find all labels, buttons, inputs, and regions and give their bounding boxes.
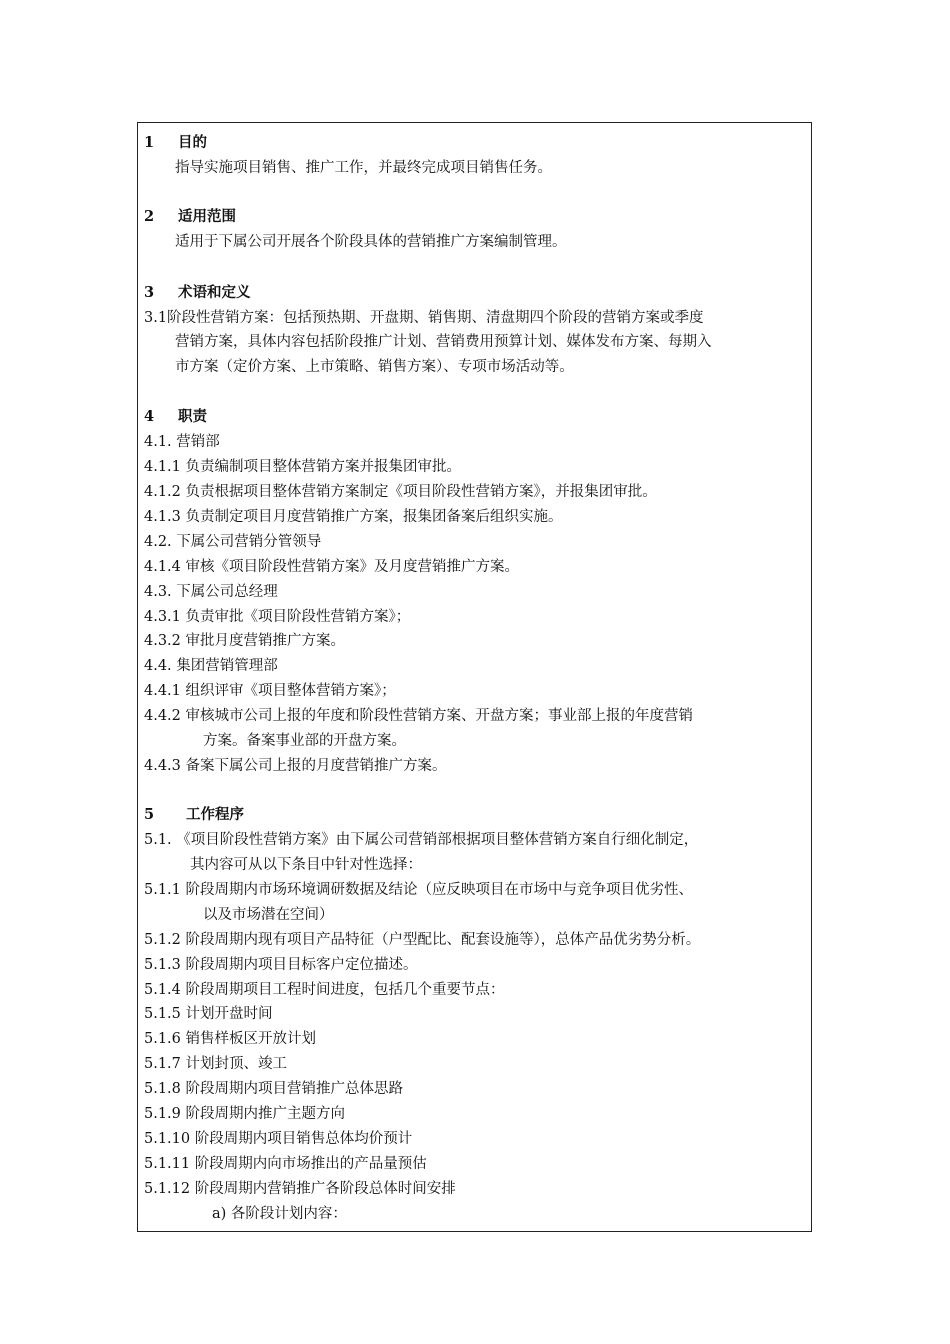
item-4-4: 4.4. 集团营销管理部 [144, 658, 278, 674]
section-number: 5 [144, 806, 155, 823]
item-3-1-cont: 市方案（定价方案、上市策略、销售方案）、专项市场活动等。 [175, 359, 574, 375]
item-5-1-8: 5.1.8 阶段周期内项目营销推广总体思路 [144, 1081, 404, 1097]
item-5-1-1: 5.1.1 阶段周期内市场环境调研数据及结论（应反映项目在市场中与竞争项目优劣性、 [144, 882, 694, 898]
item-5-1-6: 5.1.6 销售样板区开放计划 [144, 1031, 317, 1047]
item-5-1-2: 5.1.2 阶段周期内现有项目产品特征（户型配比、配套设施等），总体产品优劣势分析。 [144, 932, 701, 948]
item-4-1-4: 4.1.4 审核《项目阶段性营销方案》及月度营销推广方案。 [144, 559, 520, 575]
item-4-4-3: 4.4.3 备案下属公司上报的月度营销推广方案。 [144, 758, 447, 774]
section-2-heading [144, 207, 236, 227]
section-title: 适用范围 [178, 208, 236, 225]
item-4-3-2: 4.3.2 审批月度营销推广方案。 [144, 633, 346, 649]
item-5-1-9: 5.1.9 阶段周期内推广主题方向 [144, 1106, 346, 1122]
section-number: 4 [144, 408, 155, 425]
item-4-4-2-cont: 方案。备案事业部的开盘方案。 [203, 733, 406, 749]
item-5-1-5: 5.1.5 计划开盘时间 [144, 1006, 273, 1022]
item-4-4-2: 4.4.2 审核城市公司上报的年度和阶段性营销方案、开盘方案；事业部上报的年度营销 [144, 708, 694, 724]
section-title: 职责 [178, 408, 207, 425]
section-4-heading [144, 407, 207, 427]
section-3-heading [144, 283, 251, 303]
item-4-4-1: 4.4.1 组织评审《项目整体营销方案》； [144, 683, 396, 699]
section-number: 1 [144, 134, 155, 151]
section-title: 目的 [178, 134, 207, 151]
item-5-1-7: 5.1.7 计划封顶、竣工 [144, 1056, 288, 1072]
item-5-1-4: 5.1.4 阶段周期项目工程时间进度，包括几个重要节点： [144, 982, 505, 998]
item-4-1-1: 4.1.1 负责编制项目整体营销方案并报集团审批。 [144, 459, 462, 475]
sub-item-a: a) 各阶段计划内容： [212, 1206, 347, 1222]
item-5-1-cont: 其内容可从以下条目中针对性选择： [190, 857, 422, 873]
item-4-3-1: 4.3.1 负责审批《项目阶段性营销方案》； [144, 609, 411, 625]
section-2-body: 适用于下属公司开展各个阶段具体的营销推广方案编制管理。 [175, 234, 567, 250]
section-title: 术语和定义 [178, 284, 251, 301]
section-1-heading [144, 133, 207, 153]
item-4-1-3: 4.1.3 负责制定项目月度营销推广方案，报集团备案后组织实施。 [144, 509, 563, 525]
section-1-body: 指导实施项目销售、推广工作，并最终完成项目销售任务。 [175, 160, 552, 176]
item-5-1-12: 5.1.12 阶段周期内营销推广各阶段总体时间安排 [144, 1181, 456, 1197]
section-number: 2 [144, 208, 155, 225]
section-title: 工作程序 [186, 806, 244, 823]
item-3-1-cont: 营销方案，具体内容包括阶段推广计划、营销费用预算计划、媒体发布方案、每期入 [175, 334, 712, 350]
item-3-1: 3.1阶段性营销方案：包括预热期、开盘期、销售期、清盘期四个阶段的营销方案或季度 [144, 310, 704, 326]
item-5-1-10: 5.1.10 阶段周期内项目销售总体均价预计 [144, 1131, 413, 1147]
section-number: 3 [144, 284, 155, 301]
item-4-1: 4.1. 营销部 [144, 434, 220, 450]
section-5-heading [144, 805, 244, 825]
item-5-1-1-cont: 以及市场潜在空间） [203, 907, 334, 923]
item-4-2: 4.2. 下属公司营销分管领导 [144, 534, 322, 550]
item-4-3: 4.3. 下属公司总经理 [144, 584, 278, 600]
item-5-1-3: 5.1.3 阶段周期内项目目标客户定位描述。 [144, 957, 418, 973]
item-5-1: 5.1. 《项目阶段性营销方案》由下属公司营销部根据项目整体营销方案自行细化制定， [144, 832, 699, 848]
item-5-1-11: 5.1.11 阶段周期内向市场推出的产品量预估 [144, 1156, 427, 1172]
item-4-1-2: 4.1.2 负责根据项目整体营销方案制定《项目阶段性营销方案》，并报集团审批。 [144, 484, 657, 500]
